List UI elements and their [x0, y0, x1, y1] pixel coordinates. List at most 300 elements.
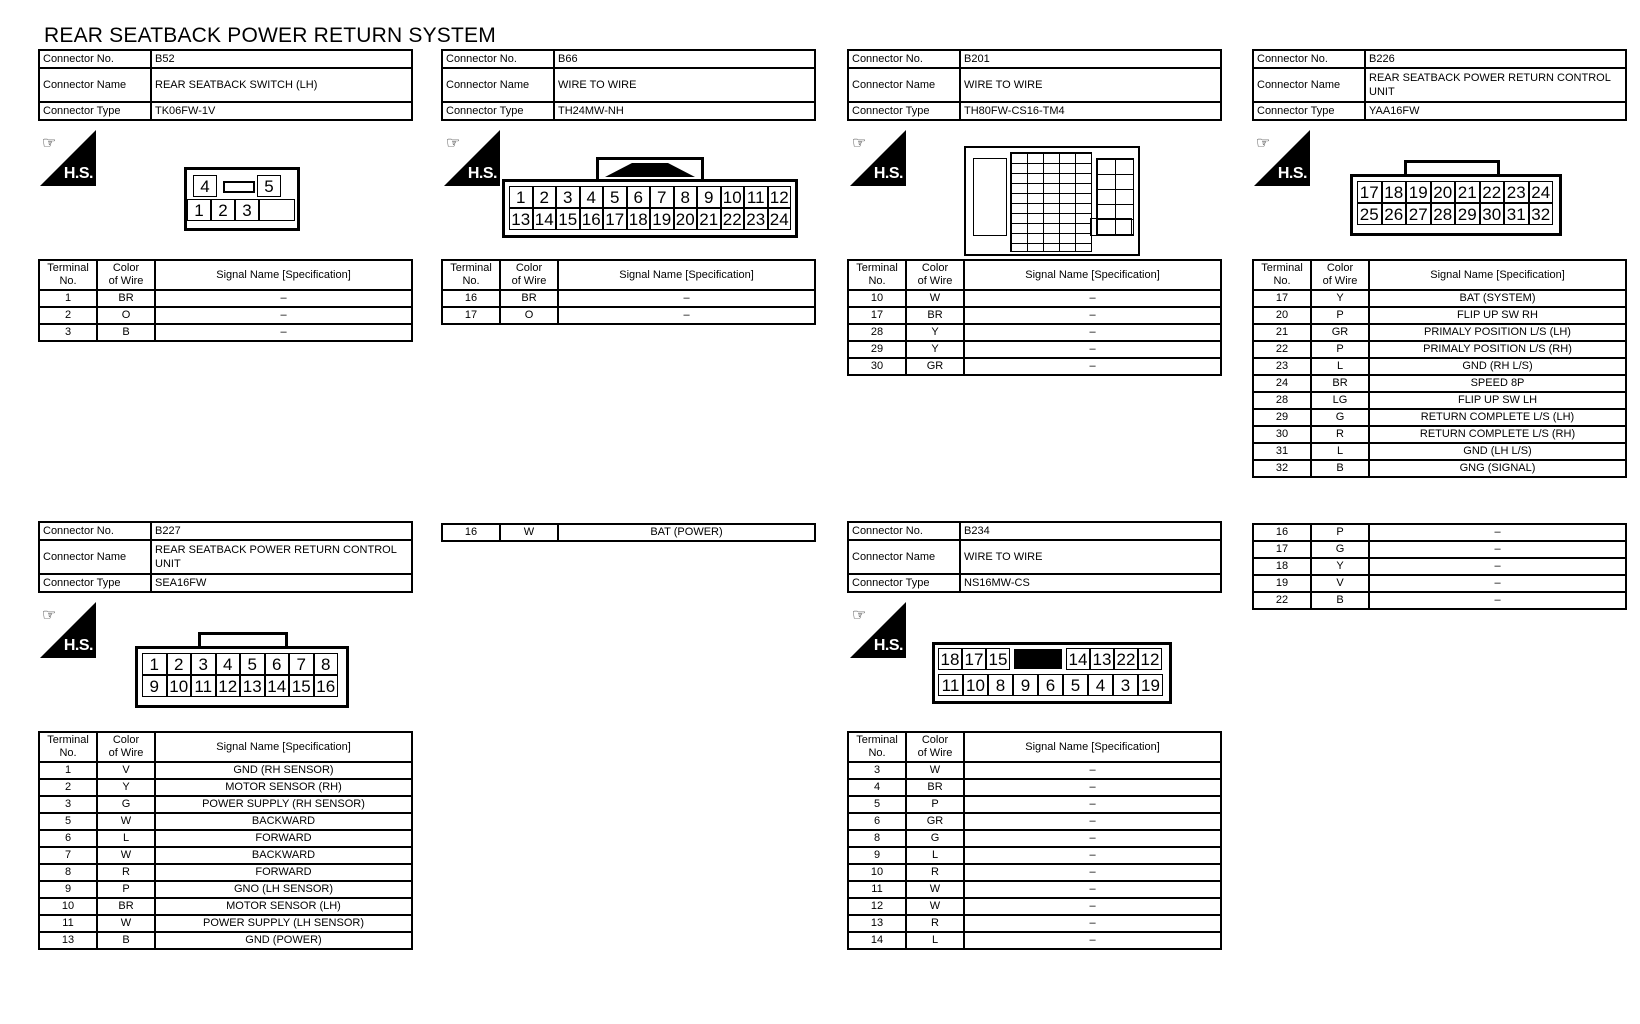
harness-side-icon — [444, 130, 500, 186]
terminal-no: 16 — [1253, 524, 1311, 541]
signal-name: – — [964, 307, 1221, 324]
harness-side-icon — [850, 130, 906, 186]
wire-color: BR — [97, 290, 155, 307]
terminal-no: 13 — [848, 915, 906, 932]
terminal-row — [39, 847, 412, 864]
wire-color: BR — [1311, 375, 1369, 392]
pin: 13 — [240, 675, 265, 697]
signal-name: – — [1369, 541, 1626, 558]
terminal-row — [39, 290, 412, 307]
wire-color: B — [1311, 460, 1369, 477]
terminal-row — [442, 307, 815, 324]
connector-name-label: Connector Name — [39, 68, 151, 102]
wire-color: L — [1311, 358, 1369, 375]
signal-name: SPEED 8P — [1369, 375, 1626, 392]
terminal-row — [848, 813, 1221, 830]
wire-color: R — [906, 864, 964, 881]
signal-name: GND (POWER) — [155, 932, 412, 949]
pin: 9 — [697, 186, 721, 208]
terminal-row — [39, 881, 412, 898]
terminal-no: 14 — [848, 932, 906, 949]
connector-b234 — [847, 521, 1222, 593]
hs-label: H.S. — [467, 165, 497, 182]
terminal-no: 1 — [39, 762, 97, 779]
color-header: Color of Wire — [906, 260, 964, 290]
pin: 27 — [1406, 203, 1431, 225]
signal-name: POWER SUPPLY (RH SENSOR) — [155, 796, 412, 813]
connector-b66 — [441, 49, 816, 121]
connector-face-b227 — [135, 646, 349, 708]
terminal-row — [848, 830, 1221, 847]
terminal-table-b201 — [847, 259, 1222, 376]
pin: 10 — [721, 186, 745, 208]
terminal-no: 5 — [848, 796, 906, 813]
terminal-row — [1253, 392, 1626, 409]
wire-color: W — [906, 881, 964, 898]
signal-name: – — [964, 932, 1221, 949]
connector-type-value: TK06FW-1V — [151, 102, 412, 120]
connector-no-value: B52 — [151, 50, 412, 68]
signal-name: FLIP UP SW RH — [1369, 307, 1626, 324]
signal-name: GNO (LH SENSOR) — [155, 881, 412, 898]
pin: 9 — [142, 675, 167, 697]
terminal-no: 17 — [1253, 541, 1311, 558]
terminal-no: 3 — [39, 324, 97, 341]
wire-color: Y — [1311, 558, 1369, 575]
terminal-no: 17 — [1253, 290, 1311, 307]
pin: 19 — [1406, 181, 1431, 203]
terminal-no: 11 — [39, 915, 97, 932]
signal-name: MOTOR SENSOR (LH) — [155, 898, 412, 915]
terminal-no: 6 — [39, 830, 97, 847]
pin: 5 — [257, 175, 281, 197]
connector-no-label: Connector No. — [1253, 50, 1365, 68]
terminal-row — [1253, 558, 1626, 575]
terminal-no: 11 — [848, 881, 906, 898]
wire-color: BR — [906, 307, 964, 324]
pin-grid-bottom — [938, 674, 1163, 696]
terminal-row — [39, 864, 412, 881]
wire-color: L — [1311, 443, 1369, 460]
pin: 6 — [1038, 674, 1063, 696]
connector-face-b201 — [964, 146, 1140, 256]
pin: 1 — [187, 199, 211, 221]
terminal-no: 31 — [1253, 443, 1311, 460]
signal-name: RETURN COMPLETE L/S (RH) — [1369, 426, 1626, 443]
key-block — [1014, 649, 1062, 669]
terminal-no: 5 — [39, 813, 97, 830]
pin: 1 — [142, 653, 167, 675]
hand-icon: ☞ — [1256, 135, 1271, 152]
terminal-no: 30 — [848, 358, 906, 375]
pin: 4 — [193, 175, 217, 197]
terminal-no: 2 — [39, 779, 97, 796]
wire-color: W — [906, 290, 964, 307]
connector-name-value: REAR SEATBACK POWER RETURN CONTROL UNIT — [1365, 68, 1626, 102]
wire-color: B — [97, 932, 155, 949]
pin: 14 — [1066, 648, 1090, 670]
connector-b52 — [38, 49, 413, 121]
wire-color: W — [97, 915, 155, 932]
terminal-no: 10 — [848, 864, 906, 881]
pin: 11 — [744, 186, 768, 208]
terminal-row — [39, 307, 412, 324]
pin: 2 — [533, 186, 557, 208]
signal-name: RETURN COMPLETE L/S (LH) — [1369, 409, 1626, 426]
wire-color: G — [906, 830, 964, 847]
pin: 3 — [1113, 674, 1138, 696]
signal-name: – — [1369, 575, 1626, 592]
signal-header: Signal Name [Specification] — [155, 260, 412, 290]
wire-color: L — [97, 830, 155, 847]
pin: 8 — [314, 653, 339, 675]
signal-header: Signal Name [Specification] — [964, 732, 1221, 762]
hand-icon: ☞ — [852, 607, 867, 624]
connector-no-value: B226 — [1365, 50, 1626, 68]
pin-grid — [509, 186, 791, 230]
signal-name: FORWARD — [155, 830, 412, 847]
color-header: Color of Wire — [97, 732, 155, 762]
pin: 29 — [1455, 203, 1480, 225]
terminal-row — [1253, 409, 1626, 426]
connector-header-table — [847, 49, 1222, 121]
terminal-row — [1253, 443, 1626, 460]
terminal-row — [848, 915, 1221, 932]
pin — [259, 199, 295, 221]
signal-name: GND (RH L/S) — [1369, 358, 1626, 375]
wire-color: Y — [1311, 290, 1369, 307]
pin: 14 — [533, 208, 557, 230]
pin: 31 — [1504, 203, 1529, 225]
pin: 10 — [963, 674, 988, 696]
wire-color: P — [1311, 341, 1369, 358]
pin: 17 — [603, 208, 627, 230]
signal-name: – — [964, 779, 1221, 796]
pin: 23 — [744, 208, 768, 230]
pin: 17 — [1357, 181, 1382, 203]
wire-color: G — [1311, 409, 1369, 426]
wire-color: W — [906, 762, 964, 779]
signal-header: Signal Name [Specification] — [1369, 260, 1626, 290]
signal-name: GND (LH L/S) — [1369, 443, 1626, 460]
terminal-row — [39, 324, 412, 341]
page-title: REAR SEATBACK POWER RETURN SYSTEM — [44, 24, 496, 47]
signal-name: GNG (SIGNAL) — [1369, 460, 1626, 477]
signal-name: – — [155, 324, 412, 341]
terminal-table-b66-continued — [441, 523, 816, 542]
terminal-table-b227 — [38, 731, 413, 950]
connector-type-value: TH24MW-NH — [554, 102, 815, 120]
pin: 21 — [697, 208, 721, 230]
connector-no-label: Connector No. — [848, 522, 960, 540]
terminal-row — [848, 864, 1221, 881]
wire-color: B — [97, 324, 155, 341]
connector-key — [596, 157, 704, 181]
pin: 3 — [556, 186, 580, 208]
signal-header: Signal Name [Specification] — [558, 260, 815, 290]
hs-label: H.S. — [63, 637, 93, 654]
signal-name: – — [964, 915, 1221, 932]
terminal-no: 17 — [848, 307, 906, 324]
connector-no-value: B201 — [960, 50, 1221, 68]
wire-color: BR — [500, 290, 558, 307]
terminal-row — [1253, 575, 1626, 592]
pin: 18 — [627, 208, 651, 230]
latch — [217, 175, 257, 197]
terminal-row — [442, 524, 815, 541]
pin: 14 — [265, 675, 290, 697]
connector-no-value: B66 — [554, 50, 815, 68]
terminal-row — [848, 341, 1221, 358]
signal-name: FORWARD — [155, 864, 412, 881]
terminal-no: 17 — [442, 307, 500, 324]
color-header: Color of Wire — [1311, 260, 1369, 290]
wire-color: W — [906, 898, 964, 915]
connector-name-label: Connector Name — [1253, 68, 1365, 102]
connector-no-value: B227 — [151, 522, 412, 540]
terminal-no: 29 — [848, 341, 906, 358]
wire-color: W — [500, 524, 558, 541]
pin-block-center — [1010, 152, 1092, 252]
terminal-table-b66 — [441, 259, 816, 325]
wire-color: BR — [906, 779, 964, 796]
pin: 24 — [768, 208, 792, 230]
terminal-row — [39, 796, 412, 813]
pin: 8 — [988, 674, 1013, 696]
terminal-row — [1253, 541, 1626, 558]
hs-label: H.S. — [63, 165, 93, 182]
color-header: Color of Wire — [97, 260, 155, 290]
wire-color: Y — [906, 324, 964, 341]
pin-grid — [1357, 181, 1555, 225]
connector-no-label: Connector No. — [39, 522, 151, 540]
terminal-table-b226 — [1252, 259, 1627, 478]
harness-side-icon — [40, 130, 96, 186]
signal-name: – — [964, 341, 1221, 358]
pin: 8 — [674, 186, 698, 208]
signal-header: Signal Name [Specification] — [964, 260, 1221, 290]
pin: 24 — [1529, 181, 1554, 203]
connector-header-table — [441, 49, 816, 121]
pin: 15 — [556, 208, 580, 230]
signal-name: – — [964, 324, 1221, 341]
terminal-no: 18 — [1253, 558, 1311, 575]
terminal-row — [1253, 290, 1626, 307]
terminal-row — [848, 307, 1221, 324]
terminal-header: Terminal No. — [848, 260, 906, 290]
connector-face-b234 — [932, 642, 1172, 704]
terminal-no: 20 — [1253, 307, 1311, 324]
terminal-no: 8 — [848, 830, 906, 847]
terminal-row — [848, 779, 1221, 796]
connector-no-value: B234 — [960, 522, 1221, 540]
terminal-no: 2 — [39, 307, 97, 324]
connector-face-b226 — [1350, 174, 1562, 236]
pin: 16 — [580, 208, 604, 230]
terminal-no: 22 — [1253, 592, 1311, 609]
pin: 20 — [1431, 181, 1456, 203]
terminal-no: 30 — [1253, 426, 1311, 443]
signal-name: – — [964, 881, 1221, 898]
terminal-row — [39, 813, 412, 830]
signal-name: MOTOR SENSOR (RH) — [155, 779, 412, 796]
terminal-no: 19 — [1253, 575, 1311, 592]
terminal-no: 22 — [1253, 341, 1311, 358]
connector-name-value: WIRE TO WIRE — [554, 68, 815, 102]
connector-name-label: Connector Name — [442, 68, 554, 102]
signal-name: FLIP UP SW LH — [1369, 392, 1626, 409]
pin: 4 — [1088, 674, 1113, 696]
wire-color: GR — [1311, 324, 1369, 341]
terminal-header: Terminal No. — [442, 260, 500, 290]
pin: 23 — [1504, 181, 1529, 203]
terminal-no: 4 — [848, 779, 906, 796]
wire-color: R — [1311, 426, 1369, 443]
pin: 19 — [650, 208, 674, 230]
pin: 15 — [289, 675, 314, 697]
wire-color: GR — [906, 358, 964, 375]
connector-name-label: Connector Name — [39, 540, 151, 574]
pin: 25 — [1357, 203, 1382, 225]
pin: 6 — [265, 653, 290, 675]
pin: 3 — [191, 653, 216, 675]
pin: 4 — [580, 186, 604, 208]
terminal-row — [1253, 307, 1626, 324]
signal-name: – — [558, 290, 815, 307]
color-header: Color of Wire — [500, 260, 558, 290]
terminal-row — [848, 358, 1221, 375]
signal-name: – — [964, 290, 1221, 307]
connector-name-label: Connector Name — [848, 540, 960, 574]
terminal-row — [39, 932, 412, 949]
terminal-row — [1253, 358, 1626, 375]
connector-no-label: Connector No. — [442, 50, 554, 68]
hs-label: H.S. — [1277, 165, 1307, 182]
signal-name: – — [964, 796, 1221, 813]
connector-header-table — [1252, 49, 1627, 121]
terminal-no: 16 — [442, 290, 500, 307]
terminal-row — [39, 779, 412, 796]
terminal-no: 23 — [1253, 358, 1311, 375]
pin: 9 — [1013, 674, 1038, 696]
pin-grid — [142, 653, 342, 697]
signal-name: – — [155, 307, 412, 324]
connector-no-label: Connector No. — [39, 50, 151, 68]
pin: 2 — [211, 199, 235, 221]
pin: 11 — [191, 675, 216, 697]
connector-face-b66 — [502, 179, 798, 238]
signal-name: GND (RH SENSOR) — [155, 762, 412, 779]
connector-header-table — [38, 49, 413, 121]
terminal-no: 8 — [39, 864, 97, 881]
signal-header: Signal Name [Specification] — [155, 732, 412, 762]
connector-face-b52 — [184, 167, 300, 231]
terminal-row — [848, 932, 1221, 949]
pin: 11 — [938, 674, 963, 696]
pin: 12 — [216, 675, 241, 697]
signal-name: PRIMALY POSITION L/S (LH) — [1369, 324, 1626, 341]
hand-icon: ☞ — [852, 135, 867, 152]
connector-type-value: YAA16FW — [1365, 102, 1626, 120]
pin: 1 — [509, 186, 533, 208]
connector-header-table — [38, 521, 413, 593]
terminal-row — [1253, 460, 1626, 477]
terminal-row — [39, 915, 412, 932]
wire-color: V — [97, 762, 155, 779]
wire-color: LG — [1311, 392, 1369, 409]
terminal-header: Terminal No. — [39, 260, 97, 290]
hand-icon: ☞ — [446, 135, 461, 152]
connector-name-value: REAR SEATBACK POWER RETURN CONTROL UNIT — [151, 540, 412, 574]
connector-name-value: WIRE TO WIRE — [960, 540, 1221, 574]
pin: 19 — [1138, 674, 1163, 696]
terminal-row — [39, 762, 412, 779]
connector-type-value: NS16MW-CS — [960, 574, 1221, 592]
signal-name: – — [1369, 558, 1626, 575]
terminal-row — [848, 290, 1221, 307]
pin: 32 — [1529, 203, 1554, 225]
pin: 26 — [1382, 203, 1407, 225]
wire-color: G — [97, 796, 155, 813]
wire-color: L — [906, 932, 964, 949]
signal-name: – — [964, 847, 1221, 864]
pin: 15 — [986, 648, 1010, 670]
connector-b226 — [1252, 49, 1627, 121]
terminal-no: 24 — [1253, 375, 1311, 392]
wire-color: W — [97, 847, 155, 864]
terminal-table-b234 — [847, 731, 1222, 950]
signal-name: PRIMALY POSITION L/S (RH) — [1369, 341, 1626, 358]
pin: 16 — [314, 675, 339, 697]
terminal-row — [39, 830, 412, 847]
pin: 10 — [167, 675, 192, 697]
wire-color: G — [1311, 541, 1369, 558]
wire-color: W — [97, 813, 155, 830]
pin: 5 — [603, 186, 627, 208]
pin: 13 — [509, 208, 533, 230]
terminal-row — [848, 847, 1221, 864]
connector-name-label: Connector Name — [848, 68, 960, 102]
wire-color: O — [97, 307, 155, 324]
terminal-table-b52 — [38, 259, 413, 342]
wire-color: V — [1311, 575, 1369, 592]
terminal-row — [1253, 426, 1626, 443]
connector-b201 — [847, 49, 1222, 121]
connector-type-label: Connector Type — [39, 102, 151, 120]
pin: 6 — [627, 186, 651, 208]
connector-type-label: Connector Type — [39, 574, 151, 592]
pin-block-left — [973, 158, 1007, 236]
pin: 21 — [1455, 181, 1480, 203]
wire-color: Y — [906, 341, 964, 358]
terminal-no: 10 — [39, 898, 97, 915]
pin-block-right-bottom — [1090, 218, 1132, 236]
terminal-no: 32 — [1253, 460, 1311, 477]
terminal-row — [848, 324, 1221, 341]
wire-color: O — [500, 307, 558, 324]
pin: 2 — [167, 653, 192, 675]
hand-icon: ☞ — [42, 607, 57, 624]
terminal-row — [1253, 341, 1626, 358]
connector-type-label: Connector Type — [442, 102, 554, 120]
terminal-row — [848, 796, 1221, 813]
wire-color: P — [1311, 307, 1369, 324]
hs-label: H.S. — [873, 165, 903, 182]
terminal-no: 6 — [848, 813, 906, 830]
terminal-no: 12 — [848, 898, 906, 915]
signal-name: – — [964, 813, 1221, 830]
terminal-header: Terminal No. — [39, 732, 97, 762]
